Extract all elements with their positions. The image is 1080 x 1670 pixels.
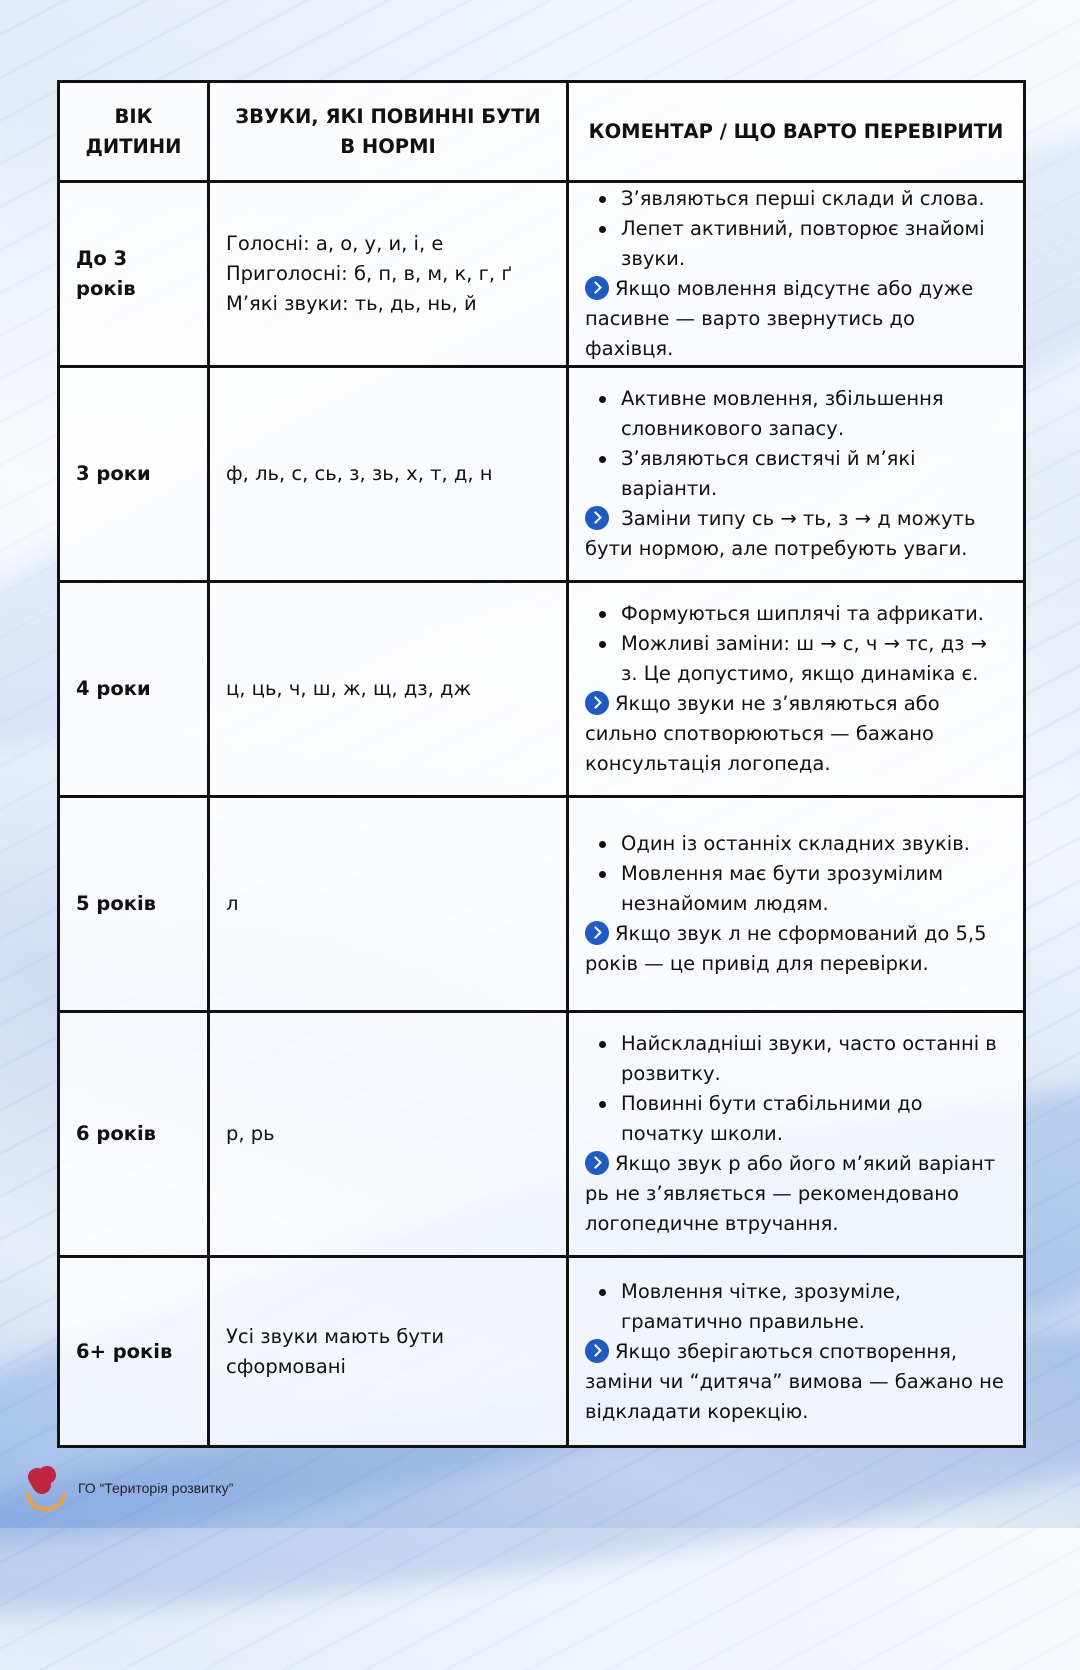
bullet-item: Мовлення чітке, зрозуміле, граматично правильне. (621, 1277, 1007, 1337)
comment-note (585, 274, 1007, 364)
sounds-line: Голосні: а, о, у, и, і, е (226, 232, 444, 255)
table-row (59, 1257, 1025, 1447)
bullet-item: Один із останніх складних звуків. (621, 829, 1007, 859)
note-text: Якщо звуки не з’являються або сильно спотворюються — бажано консультація логопеда. (585, 692, 940, 775)
footer (14, 1458, 233, 1518)
sounds-line: Приголосні: б, п, в, м, к, г, ґ (226, 262, 512, 285)
comment-bullets (585, 1029, 1007, 1149)
table-row (59, 797, 1025, 1012)
comment-note (585, 919, 1007, 979)
comment-bullets (585, 599, 1007, 689)
table-row (59, 367, 1025, 582)
sounds-line: Усі звуки мають бути сформовані (226, 1324, 444, 1378)
sounds-line: л (226, 892, 239, 915)
organization-logo (14, 1460, 70, 1516)
chevron-right-circle-icon (585, 921, 609, 945)
age-cell: 5 років (59, 797, 209, 1012)
bullet-item: Мовлення має бути зрозумілим незнайомим людям. (621, 859, 1007, 919)
comment-bullets (585, 829, 1007, 919)
bullet-item: Лепет активний, повторює знайомі звуки. (621, 214, 1007, 274)
sounds-cell (209, 182, 568, 367)
note-text: Якщо звук л не сформований до 5,5 років — це привід для перевірки. (585, 922, 987, 975)
organization-name: ГО “Територія розвитку” (78, 1480, 234, 1496)
chevron-right-circle-icon (585, 506, 609, 530)
sounds-line: ц, ць, ч, ш, ж, щ, дз, дж (226, 677, 472, 700)
comment-cell (568, 1012, 1025, 1257)
bullet-item: Можливі заміни: ш → с, ч → тс, дз → з. Це допустимо, якщо динаміка є. (621, 629, 1007, 689)
chevron-right-circle-icon (585, 691, 609, 715)
comment-note (585, 689, 1007, 779)
table-header-row (59, 82, 1025, 182)
chevron-right-circle-icon (585, 276, 609, 300)
sounds-line: М’які звуки: ть, дь, нь, й (226, 292, 477, 315)
bullet-item: З’являються перші склади й слова. (621, 184, 1007, 214)
note-text: Якщо зберігаються спотворення, заміни чи “дитяча” вимова — бажано не відкладати корекцію. (585, 1339, 1004, 1423)
age-cell: 4 роки (59, 582, 209, 797)
header-sounds: ЗВУКИ, ЯКІ ПОВИННІ БУТИ В НОРМІ (209, 82, 568, 182)
comment-note (585, 1149, 1007, 1239)
comment-cell (568, 582, 1025, 797)
bullet-item: Повинні бути стабільними до початку школи. (621, 1089, 1007, 1149)
table-row (59, 1012, 1025, 1257)
bullet-item: Формуються шиплячі та африкати. (621, 599, 1007, 629)
comment-cell (568, 1257, 1025, 1447)
header-comment: КОМЕНТАР / ЩО ВАРТО ПЕРЕВІРИТИ (568, 82, 1025, 182)
table-row (59, 582, 1025, 797)
comment-bullets (585, 1277, 1007, 1337)
comment-bullets (585, 384, 1007, 504)
age-cell: До 3 років (59, 182, 209, 367)
bullet-item: Найскладніші звуки, часто останні в розвитку. (621, 1029, 1007, 1089)
comment-cell (568, 797, 1025, 1012)
chevron-right-circle-icon (585, 1339, 609, 1363)
chevron-right-circle-icon (585, 1151, 609, 1175)
table-row (59, 182, 1025, 367)
note-text: Заміни типу сь → ть, з → д можуть бути нормою, але потребують уваги. (585, 507, 976, 560)
sounds-line: ф, ль, с, сь, з, зь, х, т, д, н (226, 462, 493, 485)
age-cell: 6+ років (59, 1257, 209, 1447)
sounds-cell (209, 367, 568, 582)
speech-norms-table (57, 80, 1026, 1448)
age-cell: 3 роки (59, 367, 209, 582)
sounds-line: р, рь (226, 1122, 275, 1145)
age-cell: 6 років (59, 1012, 209, 1257)
sounds-cell (209, 1257, 568, 1447)
comment-bullets (585, 184, 1007, 274)
sounds-cell (209, 582, 568, 797)
comment-cell (568, 182, 1025, 367)
logo-hands-icon (26, 1493, 66, 1511)
sounds-cell (209, 797, 568, 1012)
comment-note (585, 504, 1007, 564)
bullet-item: З’являються свистячі й м’які варіанти. (621, 444, 1007, 504)
note-text: Якщо звук р або його м’який варіант рь не з’являється — рекомендовано логопедичне втручання. (585, 1152, 996, 1235)
bullet-item: Активне мовлення, збільшення словникового запасу. (621, 384, 1007, 444)
note-text: Якщо мовлення відсутнє або дуже пасивне — варто звернутись до фахівця. (585, 277, 974, 360)
header-age: ВІК ДИТИНИ (59, 82, 209, 182)
comment-note (585, 1337, 1007, 1427)
comment-cell (568, 367, 1025, 582)
sounds-cell (209, 1012, 568, 1257)
